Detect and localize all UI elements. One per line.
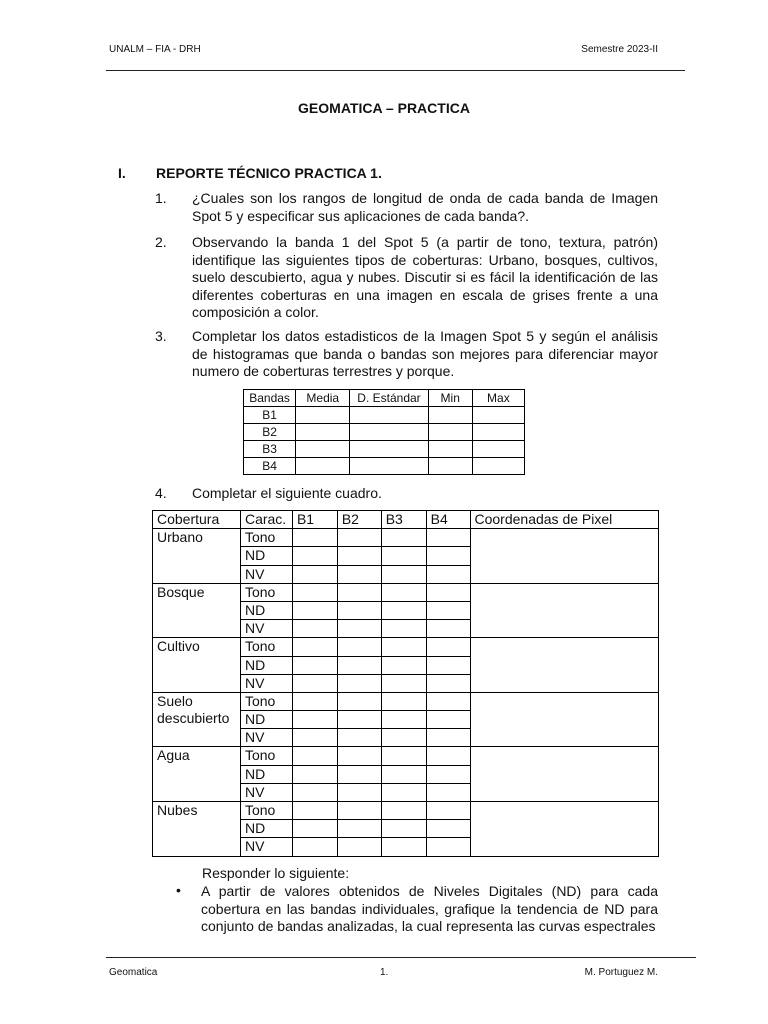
stats-cell xyxy=(350,458,428,475)
band-value-cell xyxy=(292,638,337,656)
band-value-cell xyxy=(337,783,381,801)
stats-cell xyxy=(350,441,428,458)
pixel-coordinates-cell xyxy=(470,747,659,802)
coverage-name: Nubes xyxy=(153,802,241,857)
band-value-cell xyxy=(292,620,337,638)
band-value-cell xyxy=(381,838,426,856)
coverage-name: Bosque xyxy=(153,583,241,638)
characteristic-label: NV xyxy=(240,783,292,801)
band-value-cell xyxy=(337,547,381,565)
stats-cell xyxy=(428,458,472,475)
band-value-cell xyxy=(426,729,470,747)
table-row xyxy=(244,407,525,424)
band-value-cell xyxy=(292,711,337,729)
band-value-cell xyxy=(381,729,426,747)
table-row xyxy=(153,802,659,820)
page-title: GEOMATICA – PRACTICA xyxy=(298,100,470,116)
band-value-cell xyxy=(426,601,470,619)
band-value-cell xyxy=(292,820,337,838)
band-value-cell xyxy=(337,711,381,729)
band-value-cell xyxy=(381,674,426,692)
stats-cell xyxy=(472,441,524,458)
respond-intro: Responder lo siguiente: xyxy=(202,865,350,881)
band-value-cell xyxy=(381,601,426,619)
coverage-header-cobertura: Cobertura xyxy=(153,511,241,529)
stats-cell xyxy=(296,407,350,424)
pixel-coordinates-cell xyxy=(470,692,659,747)
band-value-cell xyxy=(337,674,381,692)
stats-cell xyxy=(472,407,524,424)
table-row xyxy=(244,458,525,475)
footer-page-number: 1. xyxy=(380,967,389,978)
stats-header-media: Media xyxy=(296,390,350,407)
band-value-cell xyxy=(337,601,381,619)
band-value-cell xyxy=(381,583,426,601)
coverage-header-b4: B4 xyxy=(426,511,470,529)
header-right: Semestre 2023-II xyxy=(581,44,658,55)
band-value-cell xyxy=(381,783,426,801)
band-value-cell xyxy=(426,547,470,565)
band-value-cell xyxy=(292,692,337,710)
question-3-number: 3. xyxy=(155,328,167,344)
band-value-cell xyxy=(426,711,470,729)
stats-cell xyxy=(350,407,428,424)
characteristic-label: ND xyxy=(240,656,292,674)
band-value-cell xyxy=(381,802,426,820)
characteristic-label: Tono xyxy=(240,638,292,656)
characteristic-label: Tono xyxy=(240,802,292,820)
coverage-header-b3: B3 xyxy=(381,511,426,529)
band-value-cell xyxy=(292,783,337,801)
band-value-cell xyxy=(426,783,470,801)
section-title: REPORTE TÉCNICO PRACTICA 1. xyxy=(156,165,382,181)
stats-band-label: B3 xyxy=(244,441,296,458)
stats-header-row xyxy=(244,390,525,407)
stats-band-label: B4 xyxy=(244,458,296,475)
band-value-cell xyxy=(426,583,470,601)
stats-table xyxy=(243,389,525,475)
coverage-header-carac: Carac. xyxy=(240,511,292,529)
question-4-number: 4. xyxy=(155,485,167,501)
header-divider xyxy=(106,70,685,71)
bullet-icon: • xyxy=(176,882,181,898)
band-value-cell xyxy=(381,529,426,547)
coverage-header-b2: B2 xyxy=(337,511,381,529)
characteristic-label: ND xyxy=(240,601,292,619)
respond-bullet-text: A partir de valores obtenidos de Niveles Digitales (ND) para cada cobertura en las bandas individuales, grafique la tendencia de ND para conjunto de bandas analizadas, la cual representa las curvas espectrales xyxy=(201,883,658,934)
coverage-header-coords: Coordenadas de Pixel xyxy=(470,511,659,529)
coverage-name: Cultivo xyxy=(153,638,241,693)
band-value-cell xyxy=(426,656,470,674)
band-value-cell xyxy=(292,802,337,820)
question-4-text: Completar el siguiente cuadro. xyxy=(192,485,382,501)
band-value-cell xyxy=(381,711,426,729)
stats-cell xyxy=(472,424,524,441)
band-value-cell xyxy=(337,565,381,583)
band-value-cell xyxy=(337,583,381,601)
band-value-cell xyxy=(426,765,470,783)
question-2-number: 2. xyxy=(155,234,167,250)
coverage-header-b1: B1 xyxy=(292,511,337,529)
band-value-cell xyxy=(381,747,426,765)
band-value-cell xyxy=(292,547,337,565)
band-value-cell xyxy=(292,583,337,601)
band-value-cell xyxy=(426,692,470,710)
band-value-cell xyxy=(426,802,470,820)
band-value-cell xyxy=(292,529,337,547)
stats-header-desv: D. Estándar xyxy=(350,390,428,407)
characteristic-label: Tono xyxy=(240,692,292,710)
stats-header-bandas: Bandas xyxy=(244,390,296,407)
band-value-cell xyxy=(337,838,381,856)
band-value-cell xyxy=(426,820,470,838)
band-value-cell xyxy=(381,620,426,638)
band-value-cell xyxy=(381,656,426,674)
stats-cell xyxy=(472,458,524,475)
band-value-cell xyxy=(426,620,470,638)
stats-cell xyxy=(350,424,428,441)
characteristic-label: NV xyxy=(240,729,292,747)
band-value-cell xyxy=(292,656,337,674)
pixel-coordinates-cell xyxy=(470,529,659,584)
pixel-coordinates-cell xyxy=(470,802,659,857)
header-left: UNALM – FIA - DRH xyxy=(109,44,201,55)
band-value-cell xyxy=(292,601,337,619)
pixel-coordinates-cell xyxy=(470,583,659,638)
coverage-name: Agua xyxy=(153,747,241,802)
characteristic-label: NV xyxy=(240,565,292,583)
stats-cell xyxy=(428,424,472,441)
band-value-cell xyxy=(426,747,470,765)
band-value-cell xyxy=(337,638,381,656)
characteristic-label: ND xyxy=(240,765,292,783)
band-value-cell xyxy=(381,565,426,583)
table-row xyxy=(244,424,525,441)
band-value-cell xyxy=(337,747,381,765)
band-value-cell xyxy=(292,565,337,583)
characteristic-label: Tono xyxy=(240,583,292,601)
band-value-cell xyxy=(337,529,381,547)
characteristic-label: ND xyxy=(240,711,292,729)
band-value-cell xyxy=(381,547,426,565)
band-value-cell xyxy=(426,565,470,583)
question-3-text: Completar los datos estadisticos de la Imagen Spot 5 y según el análisis de histogramas que banda o bandas son mejores para diferenciar mayor numero de coberturas terrestres y porque. xyxy=(192,328,658,379)
characteristic-label: Tono xyxy=(240,747,292,765)
table-row xyxy=(153,529,659,547)
band-value-cell xyxy=(292,747,337,765)
characteristic-label: NV xyxy=(240,674,292,692)
table-row xyxy=(153,692,659,710)
section-number: I. xyxy=(118,165,126,181)
band-value-cell xyxy=(337,729,381,747)
table-row xyxy=(153,583,659,601)
coverage-name: Urbano xyxy=(153,529,241,584)
band-value-cell xyxy=(292,765,337,783)
band-value-cell xyxy=(381,820,426,838)
band-value-cell xyxy=(426,838,470,856)
band-value-cell xyxy=(337,765,381,783)
coverage-table xyxy=(152,510,659,857)
footer-right: M. Portuguez M. xyxy=(584,967,658,978)
band-value-cell xyxy=(292,674,337,692)
characteristic-label: ND xyxy=(240,547,292,565)
band-value-cell xyxy=(381,638,426,656)
footer-left: Geomatica xyxy=(109,967,158,978)
stats-band-label: B1 xyxy=(244,407,296,424)
stats-cell xyxy=(296,441,350,458)
band-value-cell xyxy=(337,656,381,674)
band-value-cell xyxy=(381,765,426,783)
stats-header-min: Min xyxy=(428,390,472,407)
band-value-cell xyxy=(337,692,381,710)
footer-divider xyxy=(106,957,696,958)
table-row xyxy=(244,441,525,458)
band-value-cell xyxy=(337,802,381,820)
question-1-number: 1. xyxy=(155,190,167,206)
stats-cell xyxy=(428,407,472,424)
band-value-cell xyxy=(426,529,470,547)
table-row xyxy=(153,638,659,656)
stats-cell xyxy=(428,441,472,458)
band-value-cell xyxy=(292,838,337,856)
stats-cell xyxy=(296,424,350,441)
band-value-cell xyxy=(337,620,381,638)
band-value-cell xyxy=(292,729,337,747)
band-value-cell xyxy=(337,820,381,838)
coverage-name: Suelo descubierto xyxy=(153,692,241,747)
table-row xyxy=(153,747,659,765)
characteristic-label: NV xyxy=(240,838,292,856)
characteristic-label: Tono xyxy=(240,529,292,547)
characteristic-label: NV xyxy=(240,620,292,638)
pixel-coordinates-cell xyxy=(470,638,659,693)
question-2-text: Observando la banda 1 del Spot 5 (a partir de tono, textura, patrón) identifique las siguientes tipos de coberturas: Urbano, bosques, cultivos, suelo descubierto, agua y nubes. Discutir si es fácil la identificación de las diferentes coberturas en una imagen en escala de grises frente a una composición a color. xyxy=(192,234,658,320)
band-value-cell xyxy=(426,638,470,656)
stats-header-max: Max xyxy=(472,390,524,407)
band-value-cell xyxy=(381,692,426,710)
stats-cell xyxy=(296,458,350,475)
stats-band-label: B2 xyxy=(244,424,296,441)
question-1-text: ¿Cuales son los rangos de longitud de onda de cada banda de Imagen Spot 5 y especificar sus aplicaciones de cada banda?. xyxy=(192,190,658,224)
characteristic-label: ND xyxy=(240,820,292,838)
coverage-header-row xyxy=(153,511,659,529)
band-value-cell xyxy=(426,674,470,692)
